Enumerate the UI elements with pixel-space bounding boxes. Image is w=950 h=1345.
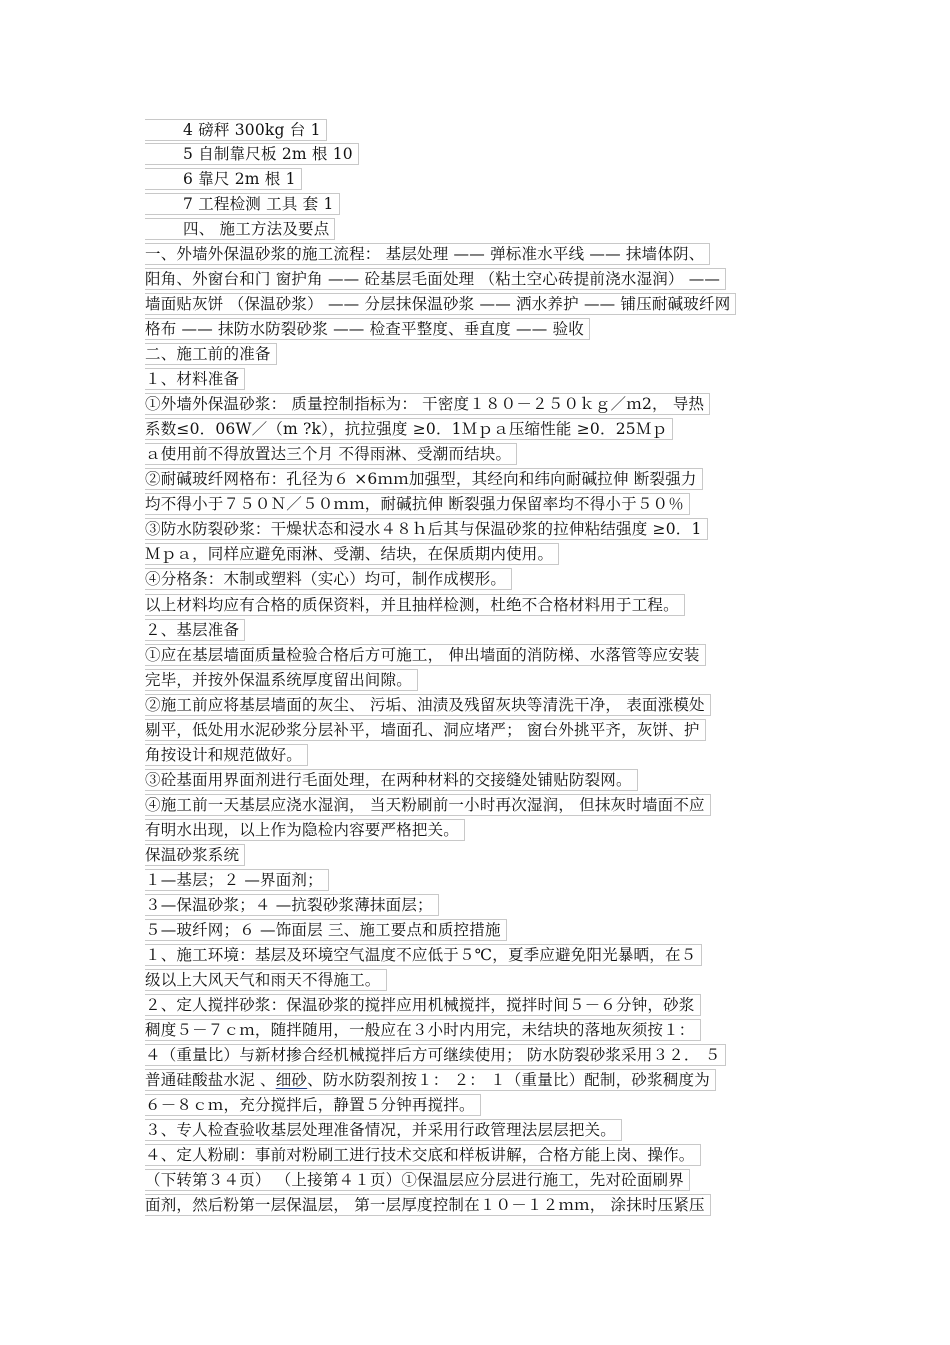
text-line: ６－８ｃｍ，充分搅拌后，静置５分钟再搅拌。 — [145, 1096, 475, 1114]
text-line: 有明水出现，以上作为隐检内容要严格把关。 — [145, 821, 460, 839]
line-frame — [145, 343, 277, 365]
line-frame — [145, 594, 685, 616]
text-line: 阳角、外窗台和门 窗护角 —— 砼基层毛面处理 （粘土空心砖提前浇水湿润） —— — [145, 270, 721, 288]
text-line: 一、外墙外保温砂浆的施工流程： 基层处理 —— 弹标准水平线 —— 抹墙体阴、 — [145, 245, 705, 263]
text-line: １—基层；２ —界面剂； — [145, 871, 323, 889]
text-line: １、材料准备 — [145, 370, 240, 388]
line-frame — [145, 769, 638, 791]
text-line: 6 靠尺 2m 根 1 — [183, 170, 296, 188]
line-frame — [145, 193, 340, 215]
line-frame — [145, 719, 706, 741]
line-frame — [145, 1144, 701, 1166]
line-frame — [145, 393, 710, 415]
text-line: 面剂，然后粉第一层保温层， 第一层厚度控制在１０－１２ｍｍ， 涂抹时压紧压 — [145, 1196, 705, 1214]
text-line: 墙面贴灰饼 （保温砂浆） —— 分层抹保温砂浆 —— 洒水养护 —— 铺压耐碱玻纤网 — [145, 295, 731, 313]
text-line: ①应在基层墙面质量检验合格后方可施工， 伸出墙面的消防梯、水落管等应安装 — [145, 646, 700, 664]
text-line: 5 自制靠尺板 2m 根 10 — [183, 145, 353, 163]
line-frame — [145, 143, 359, 165]
text-line: ５—玻纤网；６ —饰面层 三、施工要点和质控措施 — [145, 921, 501, 939]
line-frame — [145, 819, 465, 841]
text-line: 剔平，低处用水泥砂浆分层补平，墙面孔、洞应堵严； 窗台外挑平齐，灰饼、护 — [145, 721, 700, 739]
line-frame — [145, 268, 726, 290]
line-frame — [145, 443, 517, 465]
line-frame — [145, 969, 387, 991]
line-frame — [145, 844, 245, 866]
text-line: ③防水防裂砂浆：干燥状态和浸水４８ｈ后其与保温砂浆的拉伸粘结强度 ≥0．1 — [145, 520, 702, 538]
text-line: ３、专人检查验收基层处理准备情况，并采用行政管理法层层把关。 — [145, 1121, 617, 1139]
text-line: ②施工前应将基层墙面的灰尘、 污垢、油渍及残留灰块等清洗干净， 表面涨模处 — [145, 696, 705, 714]
text-line: 四、 施工方法及要点 — [183, 220, 330, 238]
line-frame — [145, 919, 507, 941]
text-line: 稠度５－７ｃｍ，随拌随用，一般应在３小时内用完，未结块的落地灰须按１： — [145, 1021, 695, 1039]
line-frame — [145, 293, 736, 315]
line-frame — [145, 894, 439, 916]
line-frame — [145, 218, 335, 240]
line-frame — [145, 518, 708, 540]
text-line: 4 磅秤 300kg 台 1 — [183, 121, 321, 139]
text-line: ２、定人搅拌砂浆：保温砂浆的搅拌应用机械搅拌，搅拌时间５－６分钟，砂浆 — [145, 996, 695, 1014]
text-line: 均不得小于７５０Ｎ／５０ｍｍ，耐碱抗伸 断裂强力保留率均不得小于５０％ — [145, 495, 684, 513]
text-line: ４、定人粉刷：事前对粉刷工进行技术交底和样板讲解，合格方能上岗、操作。 — [145, 1146, 695, 1164]
text-line: ａ使用前不得放置达三个月 不得雨淋、受潮而结块。 — [145, 445, 512, 463]
text-line: ③砼基面用界面剂进行毛面处理，在两种材料的交接缝处铺贴防裂网。 — [145, 771, 632, 789]
text-line: ２、基层准备 — [145, 621, 240, 639]
line-frame — [145, 468, 703, 490]
text-line: 系数≤0．06W／（m ?k），抗拉强度 ≥0．1Ｍｐａ压缩性能 ≥0．25Ｍｐ — [145, 420, 668, 438]
line-frame — [145, 694, 711, 716]
text-line: ①外墙外保温砂浆： 质量控制指标为： 干密度１８０－２５０ｋｇ／ｍ2， 导热 — [145, 395, 705, 413]
text-line: 角按设计和规范做好。 — [145, 746, 303, 764]
line-frame — [145, 669, 418, 691]
text-line: ④施工前一天基层应浇水湿润， 当天粉刷前一小时再次湿润， 但抹灰时墙面不应 — [145, 796, 705, 814]
line-frame — [145, 493, 690, 515]
line-frame — [145, 794, 711, 816]
line-frame — [145, 1094, 481, 1116]
text-line: （下转第３４页） （上接第４１页）①保温层应分层进行施工，先对砼面刷界 — [145, 1171, 684, 1189]
line-frame — [145, 1119, 622, 1141]
line-frame — [145, 644, 706, 666]
text-line: ３—保温砂浆；４ —抗裂砂浆薄抹面层； — [145, 896, 433, 914]
line-frame — [145, 619, 245, 641]
text-line: ②耐碱玻纤网格布：孔径为６ ×6ｍｍ加强型，其经向和纬向耐碱拉伸 断裂强力 — [145, 470, 697, 488]
line-frame — [145, 1194, 711, 1216]
line-frame — [145, 568, 512, 590]
line-frame — [145, 944, 702, 966]
line-frame — [145, 869, 329, 891]
line-frame — [145, 744, 308, 766]
text-line: 以上材料均应有合格的质保资料，并且抽样检测，杜绝不合格材料用于工程。 — [145, 596, 679, 614]
line-frame — [145, 994, 701, 1016]
line-frame — [145, 1019, 701, 1041]
text-line: 二、施工前的准备 — [145, 345, 271, 363]
text-line: 级以上大风天气和雨天不得施工。 — [145, 971, 381, 989]
text-line: Ｍｐａ，同样应避免雨淋、受潮、结块，在保质期内使用。 — [145, 545, 554, 563]
line-frame — [145, 368, 245, 390]
line-frame — [145, 318, 590, 340]
line-frame — [145, 243, 710, 265]
text-line: 格布 —— 抹防水防裂砂浆 —— 检查平整度、垂直度 —— 验收 — [145, 320, 584, 338]
text-line: １、施工环境：基层及环境空气温度不应低于５℃，夏季应避免阳光暴晒，在５ — [145, 946, 697, 964]
line-frame — [145, 1069, 716, 1091]
text-line: 保温砂浆系统 — [145, 846, 240, 864]
line-frame — [145, 119, 327, 141]
text-line: ④分格条：木制或塑料（实心）均可，制作成楔形。 — [145, 570, 507, 588]
text-line: ４（重量比）与新材掺合经机械搅拌后方可继续使用； 防水防裂砂浆采用３２． ５ — [145, 1046, 721, 1064]
text-line: 普通硅酸盐水泥 、细砂、防水防裂剂按１： ２： １（重量比）配制，砂浆稠度为 — [145, 1071, 710, 1089]
line-frame — [145, 168, 302, 190]
line-frame — [145, 418, 673, 440]
linked-term[interactable]: 细砂 — [275, 1071, 308, 1089]
text-line: 7 工程检测 工具 套 1 — [183, 195, 334, 213]
text-line: 完毕，并按外保温系统厚度留出间隙。 — [145, 671, 412, 689]
line-frame — [145, 1169, 690, 1191]
line-frame — [145, 1044, 726, 1066]
line-frame — [145, 543, 559, 565]
